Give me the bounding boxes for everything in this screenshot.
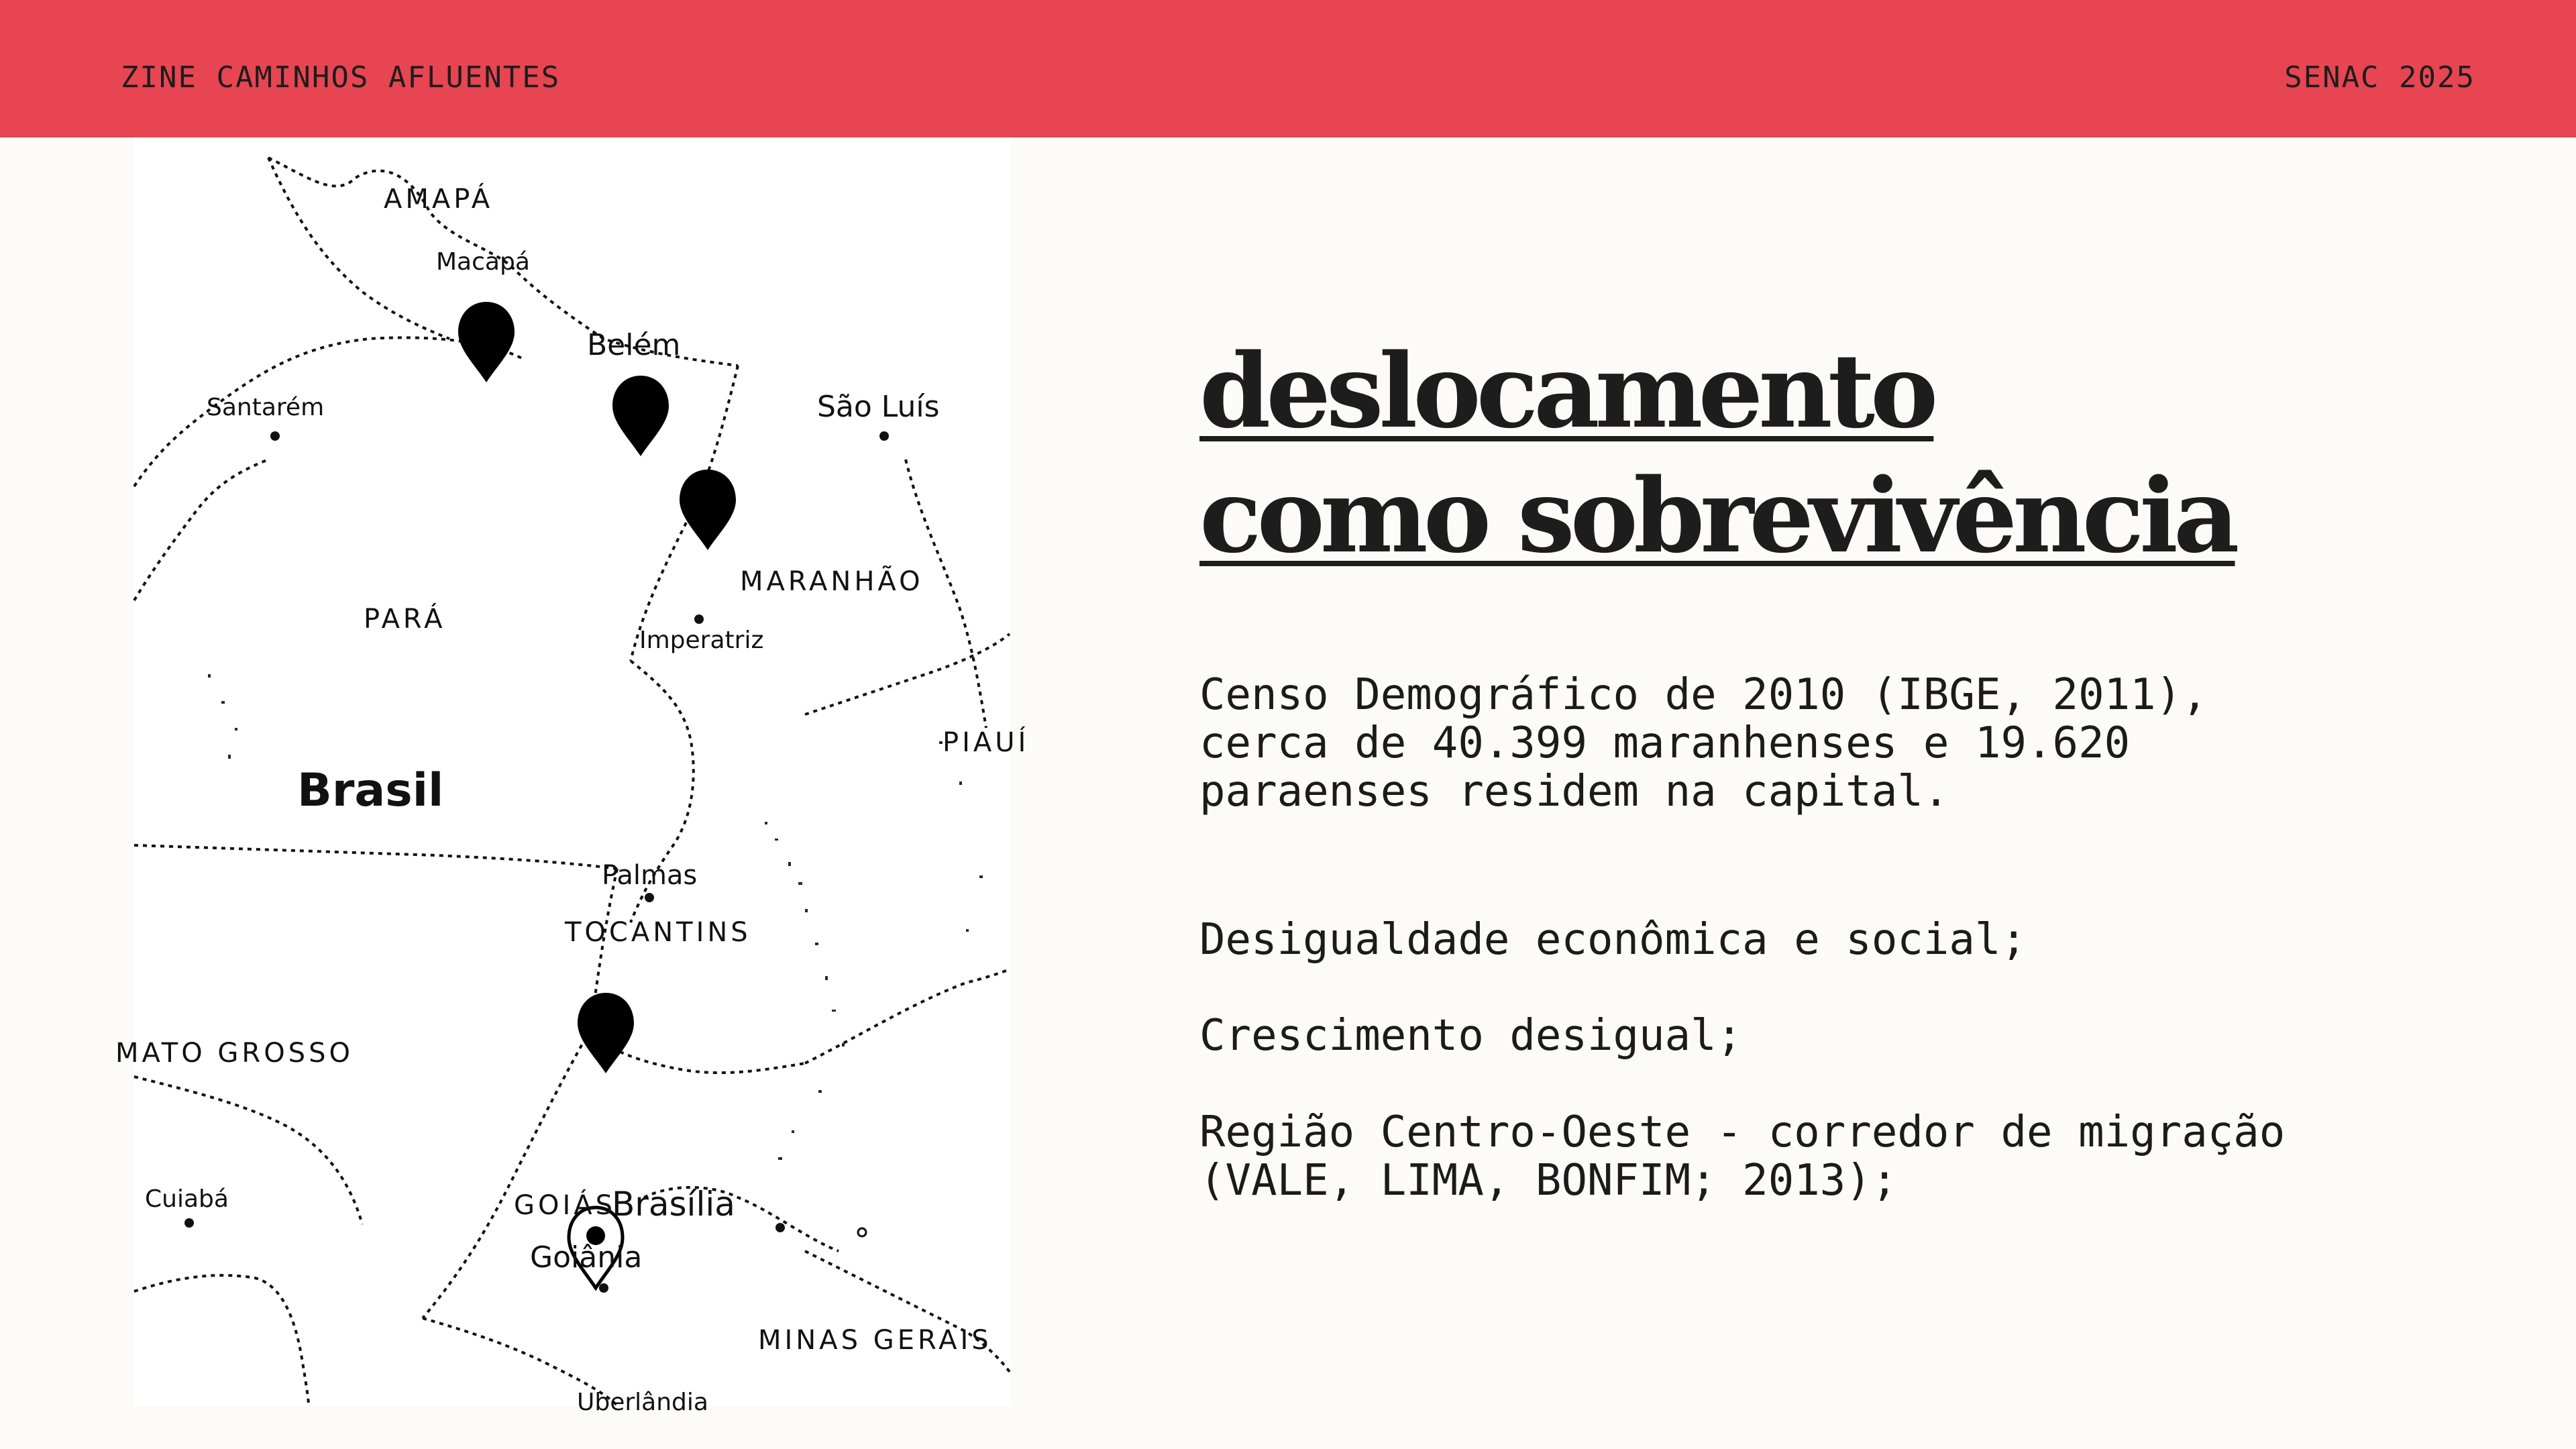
label-imperatriz: Imperatriz (639, 627, 764, 654)
map-pin-icon (458, 302, 515, 382)
label-goiania: Goiânia (530, 1240, 643, 1275)
point-unequal-growth: Crescimento desigual; (1199, 1011, 1743, 1061)
label-minas-gerais: MINAS GERAIS (758, 1325, 992, 1356)
label-brasilia: Brasília (612, 1185, 735, 1224)
label-mato-grosso: MATO GROSSO (115, 1038, 354, 1069)
label-macapa: Macapá (436, 248, 530, 276)
label-maranhao: MARANHÃO (740, 566, 924, 597)
label-goias: GOIÁS (514, 1190, 616, 1221)
label-santarem: Santarém (207, 394, 325, 421)
census-paragraph: Censo Demográfico de 2010 (IBGE, 2011), cerca de 40.399 maranhenses e 19.620 paraenses residem na capital. (1199, 670, 2208, 816)
title-line-1: deslocamento (1199, 331, 1934, 451)
point-migration-corridor: Região Centro-Oeste - corredor de migração (VALE, LIMA, BONFIM; 2013); (1199, 1108, 2286, 1205)
label-para: PARÁ (364, 604, 446, 635)
map-pin-icon (578, 993, 634, 1073)
org-year: SENAC 2025 (2284, 60, 2475, 95)
point-inequality: Desigualdade econômica e social; (1199, 915, 2027, 965)
map-image (115, 138, 1030, 1416)
slide-title (1199, 329, 2235, 578)
label-tocantins: TOCANTINS (565, 917, 751, 948)
map-pin-icon (612, 376, 669, 456)
label-sao-luis: São Luís (817, 390, 940, 424)
zine-title: ZINE CAMINHOS AFLUENTES (121, 60, 561, 95)
top-banner (0, 0, 2576, 138)
label-uberlandia: Uberlândia (577, 1389, 708, 1416)
label-belem: Belém (587, 328, 681, 362)
label-palmas: Palmas (602, 860, 698, 891)
label-amapa: AMAPÁ (384, 184, 494, 215)
label-brasil: Brasil (297, 764, 444, 817)
map-pin-icon (680, 470, 736, 550)
label-piaui: PIAUÍ (943, 727, 1030, 758)
title-line-2: como sobrevivência (1199, 455, 2235, 576)
label-cuiaba: Cuiabá (145, 1185, 229, 1213)
